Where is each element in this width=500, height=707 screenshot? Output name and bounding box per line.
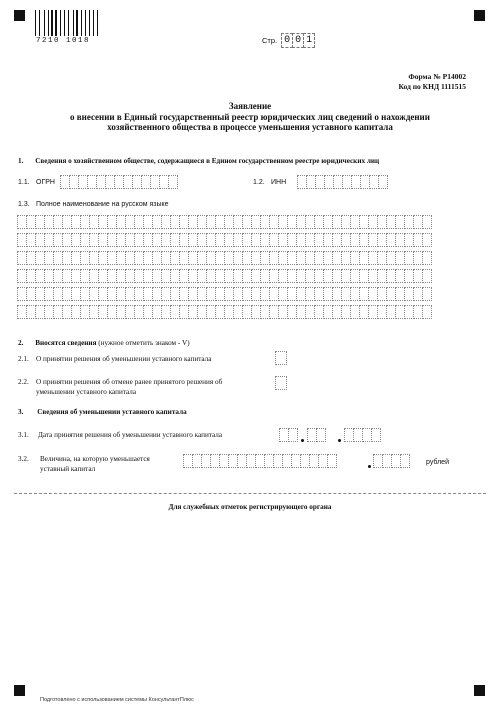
form-id bbox=[398, 72, 466, 92]
item-2-2-line: уменьшении уставного капитала bbox=[36, 387, 137, 396]
ogrn-field[interactable] bbox=[60, 175, 177, 189]
page-digit[interactable]: 0 bbox=[281, 33, 293, 48]
barcode-digits: 7210 1018 bbox=[36, 37, 91, 45]
item-3-2-number: 3.2. bbox=[18, 455, 29, 463]
barcode-bar bbox=[54, 10, 55, 36]
item-2-1-number: 2.1. bbox=[18, 355, 29, 363]
full-name-row[interactable] bbox=[17, 269, 431, 283]
currency-label: рублей bbox=[426, 459, 449, 466]
barcode-bar bbox=[62, 10, 63, 36]
cancel-decision-checkbox[interactable] bbox=[275, 376, 287, 390]
section-number: 3. bbox=[18, 408, 24, 416]
title-line: Заявление bbox=[228, 101, 272, 111]
barcode-bar bbox=[79, 10, 80, 36]
decision-day-field[interactable] bbox=[279, 428, 297, 442]
input-cell[interactable] bbox=[422, 269, 432, 283]
barcode-bar bbox=[58, 10, 59, 36]
item-3-2-label bbox=[40, 455, 150, 474]
inn-label: ИНН bbox=[271, 179, 287, 186]
registry-note: Для служебных отметок регистрирующего органа bbox=[168, 503, 332, 511]
barcode-bar bbox=[60, 10, 61, 36]
input-cell[interactable] bbox=[316, 428, 326, 442]
barcode-bar bbox=[46, 10, 47, 36]
barcode-bar bbox=[85, 10, 86, 36]
title-line: хозяйственного общества в процессе уменьшения уставного капитала bbox=[107, 122, 393, 132]
barcode-bar bbox=[68, 10, 69, 36]
input-cell[interactable] bbox=[400, 454, 410, 468]
corner-marker-top-left bbox=[14, 10, 25, 21]
full-name-row[interactable] bbox=[17, 251, 431, 265]
barcode-bar bbox=[86, 10, 88, 36]
barcode-bar bbox=[89, 10, 90, 36]
item-2-2-label bbox=[36, 378, 222, 397]
full-name-row[interactable] bbox=[17, 305, 431, 319]
form-code: Код по КНД 1111515 bbox=[398, 82, 466, 91]
corner-marker-top-right bbox=[474, 10, 485, 21]
corner-marker-bottom-right bbox=[474, 685, 485, 696]
corner-marker-bottom-left bbox=[14, 685, 25, 696]
barcode-bar bbox=[91, 10, 92, 36]
barcode-bar bbox=[44, 10, 45, 36]
section-hint: (нужное отметить знаком - V) bbox=[98, 339, 190, 347]
document-title bbox=[0, 101, 500, 133]
input-cell[interactable] bbox=[371, 428, 381, 442]
date-separator-dot bbox=[338, 439, 341, 442]
inn-field[interactable] bbox=[297, 175, 387, 189]
registry-divider bbox=[14, 493, 486, 494]
barcode-bar bbox=[70, 10, 72, 36]
barcode-bar bbox=[99, 10, 100, 36]
section-3-heading bbox=[18, 408, 187, 416]
barcode-bar bbox=[75, 10, 76, 36]
barcode-bar bbox=[76, 10, 77, 36]
barcode-bar bbox=[82, 10, 83, 36]
item-3-1-label: Дата принятия решения об уменьшении уставного капитала bbox=[38, 431, 223, 439]
item-3-2-line: уставный капитал bbox=[40, 464, 96, 473]
section-title: Сведения о хозяйственном обществе, содержащиеся в Едином государственном реестре юридических лиц bbox=[35, 157, 380, 165]
input-cell[interactable] bbox=[422, 287, 432, 301]
item-3-1-number: 3.1. bbox=[18, 431, 29, 439]
barcode-bar bbox=[37, 10, 38, 36]
item-3-2-line: Величина, на которую уменьшается bbox=[40, 455, 150, 463]
barcode-bar bbox=[97, 10, 98, 36]
barcode-bar bbox=[95, 10, 96, 36]
section-title: Сведения об уменьшении уставного капитала bbox=[37, 408, 187, 416]
section-1-heading bbox=[18, 157, 379, 165]
input-cell[interactable] bbox=[422, 305, 432, 319]
footer-note: Подготовлено с использованием системы КонсультантПлюс bbox=[40, 697, 194, 703]
full-name-row[interactable] bbox=[17, 215, 431, 229]
section-2-heading bbox=[18, 339, 190, 347]
barcode-bar bbox=[66, 10, 67, 36]
barcode-bar bbox=[64, 10, 65, 36]
title-line: о внесении в Единый государственный реестр юридических лиц сведений о нахождении bbox=[70, 111, 430, 122]
item-2-2-number: 2.2. bbox=[18, 378, 29, 386]
page-digit[interactable]: 0 bbox=[292, 33, 304, 48]
full-name-number: 1.3. bbox=[18, 201, 30, 208]
page-digit[interactable]: 1 bbox=[303, 33, 315, 48]
input-cell[interactable] bbox=[422, 215, 432, 229]
input-cell[interactable] bbox=[327, 454, 337, 468]
decrease-amount-kopecks-field[interactable] bbox=[373, 454, 409, 468]
full-name-row[interactable] bbox=[17, 233, 431, 247]
decrease-amount-field[interactable] bbox=[183, 454, 336, 468]
section-number: 2. bbox=[18, 339, 24, 347]
barcode-bar bbox=[73, 10, 74, 36]
barcode-bar bbox=[50, 10, 51, 36]
item-2-1-label: О принятии решения об уменьшении уставного капитала bbox=[36, 355, 212, 363]
page-number-label: Стр. bbox=[262, 36, 278, 45]
input-cell[interactable] bbox=[168, 175, 178, 189]
barcode-bar bbox=[39, 10, 40, 36]
section-title: Вносятся сведения bbox=[35, 339, 97, 347]
barcode-bar bbox=[35, 10, 36, 36]
date-separator-dot bbox=[301, 439, 304, 442]
ogrn-label: ОГРН bbox=[36, 179, 55, 186]
decision-year-field[interactable] bbox=[344, 428, 380, 442]
page-number bbox=[262, 33, 314, 48]
barcode-bar bbox=[81, 10, 82, 36]
full-name-row[interactable] bbox=[17, 287, 431, 301]
barcode-bar bbox=[41, 10, 43, 36]
input-cell[interactable] bbox=[378, 175, 388, 189]
ogrn-number: 1.1. bbox=[18, 179, 30, 186]
decrease-decision-checkbox[interactable] bbox=[275, 351, 287, 365]
decimal-separator-dot bbox=[368, 465, 371, 468]
barcode-bar bbox=[48, 10, 49, 36]
decision-month-field[interactable] bbox=[307, 428, 325, 442]
input-cell[interactable] bbox=[422, 233, 432, 247]
input-cell[interactable] bbox=[422, 251, 432, 265]
barcode-bar bbox=[93, 10, 94, 36]
item-2-2-line: О принятии решения об отмене ранее принятого решения об bbox=[36, 378, 223, 386]
barcode bbox=[35, 10, 101, 36]
barcode-bar bbox=[51, 10, 52, 36]
barcode-bar bbox=[55, 10, 57, 36]
full-name-label: Полное наименование на русском языке bbox=[36, 201, 169, 208]
form-name: Форма № Р14002 bbox=[408, 72, 466, 81]
inn-number: 1.2. bbox=[253, 179, 265, 186]
section-number: 1. bbox=[18, 157, 24, 165]
input-cell[interactable] bbox=[288, 428, 298, 442]
